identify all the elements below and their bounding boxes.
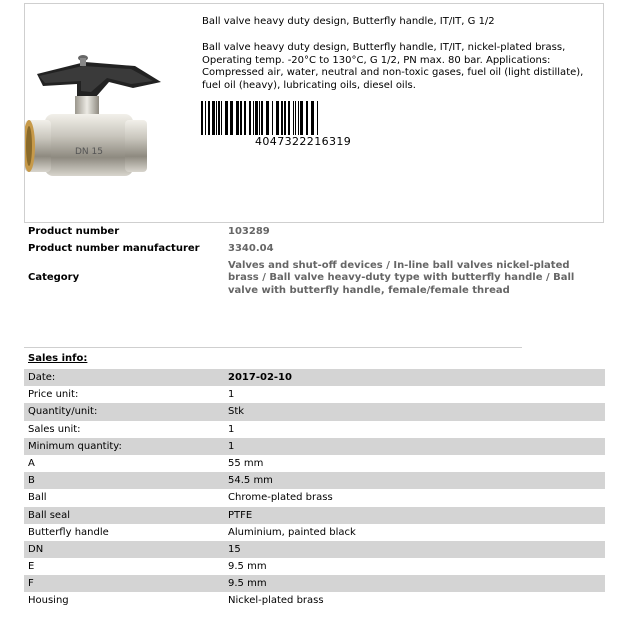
barcode-bar [236, 101, 239, 135]
row-key: Housing [28, 595, 69, 607]
barcode-bar [281, 101, 283, 135]
table-row [24, 386, 605, 403]
category-label: Category [28, 272, 80, 283]
barcode-bar [300, 101, 303, 135]
row-value: Stk [228, 406, 245, 418]
row-key: Quantity/unit: [28, 406, 98, 418]
row-value: 1 [228, 440, 235, 452]
barcode-bar [311, 101, 314, 135]
ball-valve-image [25, 46, 175, 186]
barcode-bar [240, 101, 242, 135]
barcode-bar [230, 101, 233, 135]
row-key: E [28, 561, 35, 573]
barcode-bar [295, 101, 296, 135]
barcode-bar [201, 101, 203, 135]
table-row [24, 369, 605, 386]
table-row [24, 507, 605, 524]
table-row [24, 575, 605, 592]
row-value: 55 mm [228, 457, 264, 469]
product-card [24, 3, 604, 223]
row-value: 9.5 mm [228, 561, 267, 573]
table-row [24, 541, 605, 558]
product-short-title: Ball valve heavy duty design, Butterfly handle, IT/IT, G 1/2 [202, 16, 495, 27]
row-key: Sales unit: [28, 423, 81, 435]
table-row [24, 592, 605, 609]
table-row [24, 403, 605, 420]
barcode-bar [253, 101, 254, 135]
row-value: Chrome-plated brass [228, 492, 333, 504]
barcode-bar [272, 101, 273, 135]
row-key: Minimum quantity: [28, 440, 122, 452]
row-value: 1 [228, 423, 235, 435]
row-value: PTFE [228, 509, 253, 521]
row-key: Ball [28, 492, 47, 504]
product-number-label: Product number [28, 226, 120, 237]
barcode-bar [225, 101, 228, 135]
row-key: Date: [28, 372, 56, 383]
table-row [24, 472, 605, 489]
barcode-bar [249, 101, 251, 135]
barcode-bar [255, 101, 258, 135]
barcode [201, 101, 403, 135]
row-value: 54.5 mm [228, 475, 273, 487]
row-value: Aluminium, painted black [228, 526, 356, 538]
barcode-bar [261, 101, 263, 135]
row-key: Butterfly handle [28, 526, 109, 538]
barcode-bar [317, 101, 318, 135]
row-value: Nickel-plated brass [228, 595, 324, 607]
barcode-bar [205, 101, 206, 135]
row-key: DN [28, 543, 44, 555]
barcode-bar [218, 101, 220, 135]
barcode-bar [216, 101, 217, 135]
barcode-bar [298, 101, 299, 135]
barcode-bar [284, 101, 286, 135]
sales-info-table [24, 369, 605, 610]
barcode-bar [306, 101, 308, 135]
barcode-bar [208, 101, 210, 135]
barcode-bar [293, 101, 294, 135]
barcode-bar [212, 101, 215, 135]
manufacturer-number-value: 3340.04 [228, 243, 274, 254]
table-row [24, 455, 605, 472]
row-key: A [28, 457, 35, 469]
table-row [24, 558, 605, 575]
section-divider [24, 347, 522, 348]
row-value: 1 [228, 389, 235, 401]
row-value: 9.5 mm [228, 578, 267, 590]
svg-text:DN 15: DN 15 [75, 147, 103, 157]
table-row [24, 438, 605, 455]
row-key: F [28, 578, 34, 590]
row-value: 15 [228, 543, 241, 555]
product-number-value: 103289 [228, 226, 270, 237]
row-key: Price unit: [28, 389, 79, 401]
manufacturer-number-label: Product number manufacturer [28, 243, 200, 254]
sales-info-heading: Sales info: [28, 353, 88, 364]
row-value: 2017-02-10 [228, 372, 292, 383]
barcode-bar [244, 101, 246, 135]
table-row [24, 421, 605, 438]
barcode-bar [221, 101, 222, 135]
barcode-bar [266, 101, 269, 135]
barcode-bar [259, 101, 260, 135]
table-row [24, 489, 605, 506]
row-key: B [28, 475, 35, 487]
table-row [24, 524, 605, 541]
product-description: Ball valve heavy duty design, Butterfly handle, IT/IT, nickel-plated brass, Operating temp. -20°C to 130°C, G 1/2, PN max. 80 bar. Applications: Compressed air, water, neutral and non-toxic gases, fuel oil (light distillate), fuel oil (heavy), lubricating oils, diesel oils. [202, 42, 584, 91]
category-value: Valves and shut-off devices / In-line ball valves nickel-plated brass / Ball valve heavy-duty type with butterfly handle / Ball valve with butterfly handle, female/female thread [228, 260, 575, 296]
barcode-number: 4047322216319 [255, 135, 352, 148]
barcode-bar [276, 101, 279, 135]
barcode-bar [288, 101, 290, 135]
row-key: Ball seal [28, 509, 70, 521]
